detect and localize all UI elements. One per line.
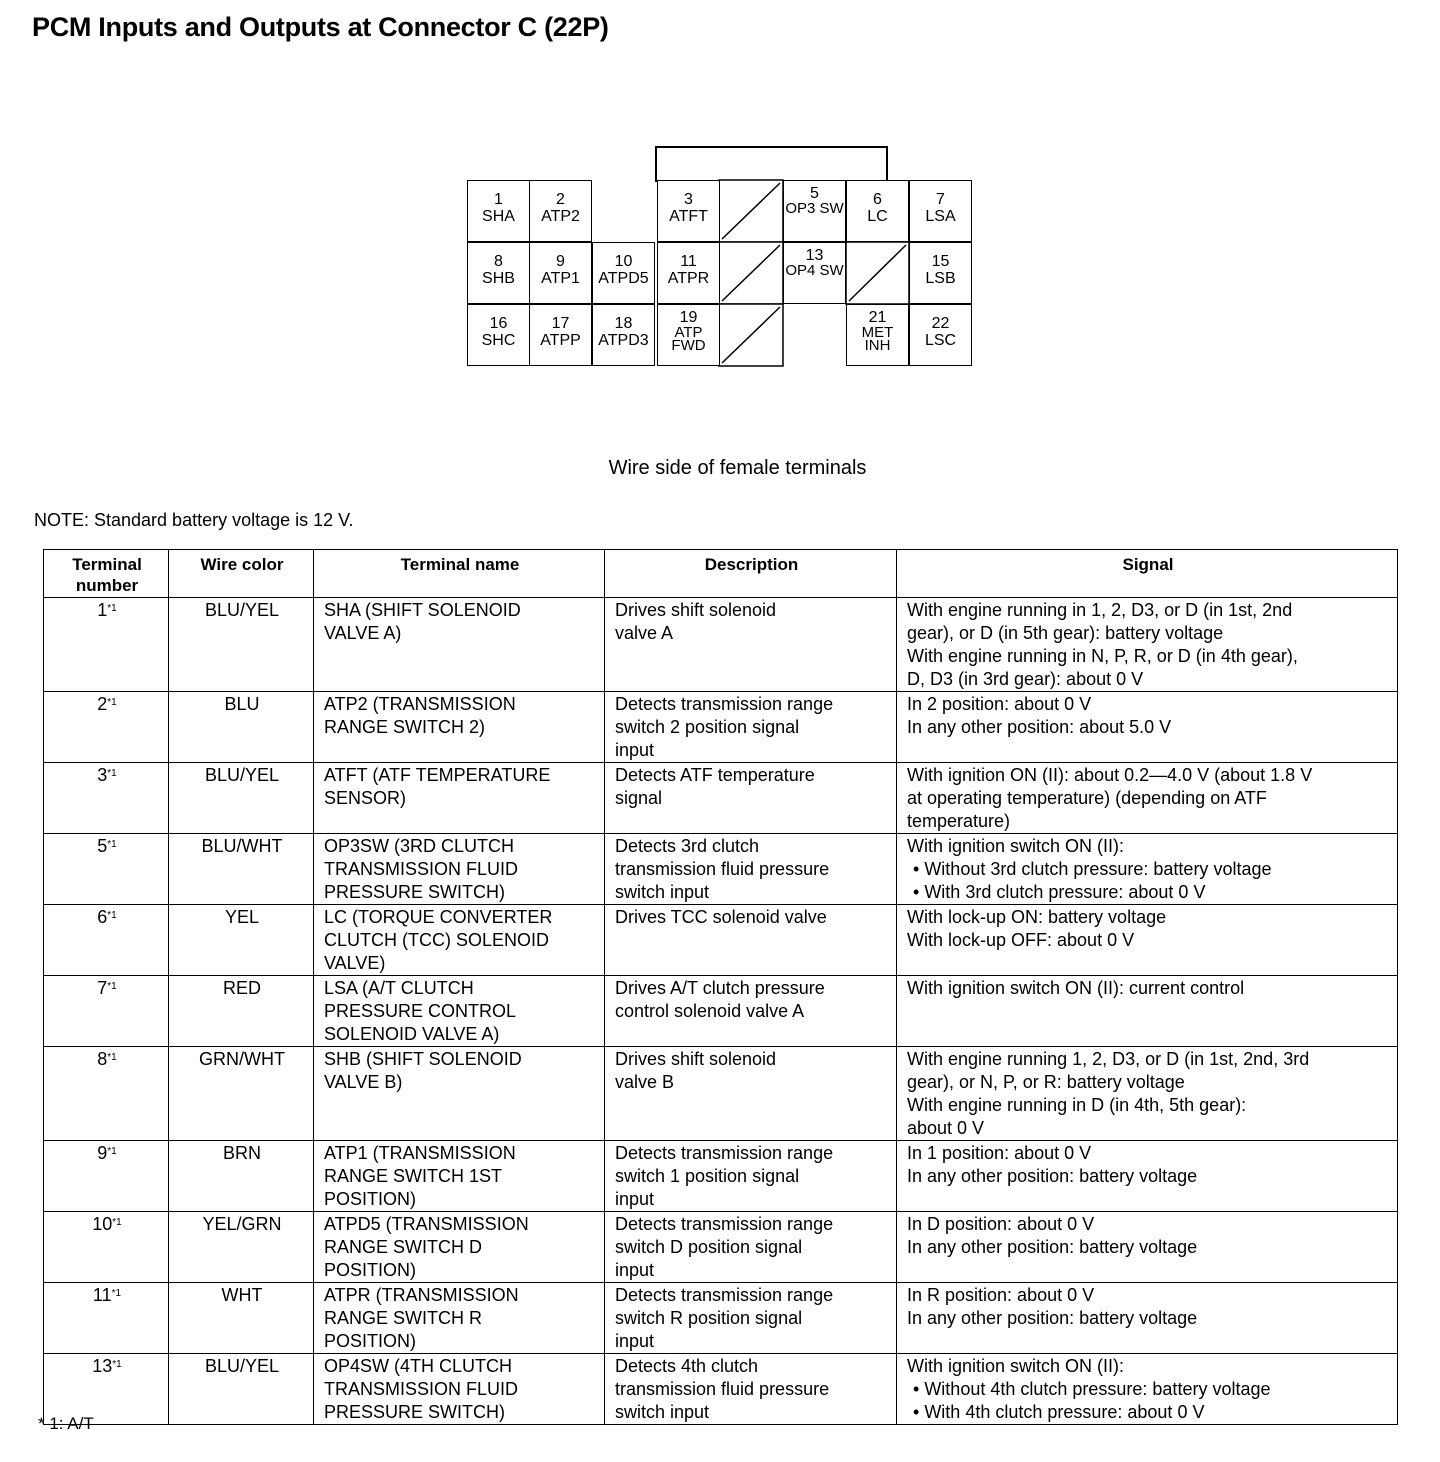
- terminal-table: [43, 549, 1398, 1425]
- cell-terminal-name: LSA (A/T CLUTCH PRESSURE CONTROL SOLENOID VALVE A): [314, 976, 605, 1047]
- cell-description: Detects transmission range switch R position signal input: [605, 1283, 897, 1354]
- cell-wire-color: YEL: [169, 905, 314, 976]
- col-header-wire-color: Wire color: [169, 550, 314, 598]
- cell-signal: In R position: about 0 V In any other position: battery voltage: [897, 1283, 1398, 1354]
- blank-cavities: [0, 0, 1440, 400]
- terminal-cell: 19 ATP FWD: [657, 304, 720, 366]
- col-header-terminal-name: Terminal name: [314, 550, 605, 598]
- cell-signal: With ignition switch ON (II): current control: [897, 976, 1398, 1047]
- cell-terminal-number: 7$^{*1}$: [44, 976, 169, 1047]
- cell-wire-color: BLU/YEL: [169, 1354, 314, 1425]
- voltage-note: NOTE: Standard battery voltage is 12 V.: [34, 510, 354, 530]
- cell-description: Detects 4th clutch transmission fluid pressure switch input: [605, 1354, 897, 1425]
- cell-terminal-number: 5$^{*1}$: [44, 834, 169, 905]
- cell-wire-color: BLU/WHT: [169, 834, 314, 905]
- cell-terminal-name: OP4SW (4TH CLUTCH TRANSMISSION FLUID PRESSURE SWITCH): [314, 1354, 605, 1425]
- cell-terminal-number: 1$^{*1}$: [44, 598, 169, 692]
- cell-terminal-number: 10$^{*1}$: [44, 1212, 169, 1283]
- cell-terminal-number: 11$^{*1}$: [44, 1283, 169, 1354]
- table-row: [44, 1047, 1398, 1141]
- cell-terminal-name: OP3SW (3RD CLUTCH TRANSMISSION FLUID PRESSURE SWITCH): [314, 834, 605, 905]
- cell-description: Detects transmission range switch 2 position signal input: [605, 692, 897, 763]
- cell-terminal-number: 3$^{*1}$: [44, 763, 169, 834]
- table-row: [44, 1283, 1398, 1354]
- cell-wire-color: YEL/GRN: [169, 1212, 314, 1283]
- table-row: [44, 905, 1398, 976]
- cell-description: Detects 3rd clutch transmission fluid pressure switch input: [605, 834, 897, 905]
- table-row: [44, 1212, 1398, 1283]
- cell-description: Detects transmission range switch D position signal input: [605, 1212, 897, 1283]
- cell-wire-color: BLU/YEL: [169, 598, 314, 692]
- terminal-cell: 7 LSA: [909, 180, 972, 242]
- terminal-cell: 5 OP3 SW: [783, 180, 846, 242]
- terminal-cell: 9 ATP1: [529, 242, 592, 304]
- cell-wire-color: GRN/WHT: [169, 1047, 314, 1141]
- cell-wire-color: BLU: [169, 692, 314, 763]
- cell-terminal-name: ATPR (TRANSMISSION RANGE SWITCH R POSITION): [314, 1283, 605, 1354]
- cell-wire-color: BRN: [169, 1141, 314, 1212]
- cell-signal: With lock-up ON: battery voltage With lock-up OFF: about 0 V: [897, 905, 1398, 976]
- terminal-cell: 16 SHC: [467, 304, 530, 366]
- terminal-cell: 10 ATPD5: [592, 242, 655, 304]
- cell-signal: In 1 position: about 0 V In any other position: battery voltage: [897, 1141, 1398, 1212]
- table-row: [44, 692, 1398, 763]
- cell-description: Drives shift solenoid valve A: [605, 598, 897, 692]
- terminal-cell: 13 OP4 SW: [783, 242, 846, 304]
- terminal-cell: 21 MET INH: [846, 304, 909, 366]
- cell-terminal-name: ATFT (ATF TEMPERATURE SENSOR): [314, 763, 605, 834]
- cell-terminal-number: 9$^{*1}$: [44, 1141, 169, 1212]
- terminal-cell: 8 SHB: [467, 242, 530, 304]
- terminal-cell: 11 ATPR: [657, 242, 720, 304]
- table-row: [44, 976, 1398, 1047]
- terminal-cell: 17 ATPP: [529, 304, 592, 366]
- cell-terminal-name: ATP1 (TRANSMISSION RANGE SWITCH 1ST POSITION): [314, 1141, 605, 1212]
- cell-terminal-number: 2$^{*1}$: [44, 692, 169, 763]
- terminal-cell: 3 ATFT: [657, 180, 720, 242]
- connector-caption: Wire side of female terminals: [608, 457, 867, 479]
- cell-terminal-number: 8$^{*1}$: [44, 1047, 169, 1141]
- terminal-cell: 18 ATPD3: [592, 304, 655, 366]
- table-row: [44, 1141, 1398, 1212]
- cell-terminal-name: LC (TORQUE CONVERTER CLUTCH (TCC) SOLENOID VALVE): [314, 905, 605, 976]
- table-row: [44, 834, 1398, 905]
- cell-terminal-number: 13$^{*1}$: [44, 1354, 169, 1425]
- col-header-description: Description: [605, 550, 897, 598]
- terminal-cell: 22 LSC: [909, 304, 972, 366]
- footnote: * 1: A/T: [38, 1414, 94, 1433]
- col-header-signal: Signal: [897, 550, 1398, 598]
- cell-description: Drives TCC solenoid valve: [605, 905, 897, 976]
- cell-wire-color: RED: [169, 976, 314, 1047]
- table-header-row: [44, 550, 1398, 598]
- cell-signal: With ignition switch ON (II): • Without 3rd clutch pressure: battery voltage • With 3rd clutch pressure: about 0 V: [897, 834, 1398, 905]
- table-row: [44, 763, 1398, 834]
- cell-terminal-number: 6$^{*1}$: [44, 905, 169, 976]
- cell-signal: With ignition ON (II): about 0.2—4.0 V (about 1.8 V at operating temperature) (depending on ATF temperature): [897, 763, 1398, 834]
- cell-terminal-name: ATPD5 (TRANSMISSION RANGE SWITCH D POSITION): [314, 1212, 605, 1283]
- cell-signal: With ignition switch ON (II): • Without 4th clutch pressure: battery voltage • With 4th clutch pressure: about 0 V: [897, 1354, 1398, 1425]
- cell-terminal-name: ATP2 (TRANSMISSION RANGE SWITCH 2): [314, 692, 605, 763]
- page-title: PCM Inputs and Outputs at Connector C (22P): [32, 12, 609, 42]
- cell-wire-color: BLU/YEL: [169, 763, 314, 834]
- cell-terminal-name: SHB (SHIFT SOLENOID VALVE B): [314, 1047, 605, 1141]
- cell-signal: In D position: about 0 V In any other position: battery voltage: [897, 1212, 1398, 1283]
- cell-description: Drives A/T clutch pressure control solenoid valve A: [605, 976, 897, 1047]
- table-row: [44, 1354, 1398, 1425]
- terminal-cell: 15 LSB: [909, 242, 972, 304]
- table-row: [44, 598, 1398, 692]
- cell-terminal-name: SHA (SHIFT SOLENOID VALVE A): [314, 598, 605, 692]
- cell-description: Drives shift solenoid valve B: [605, 1047, 897, 1141]
- terminal-cell: 2 ATP2: [529, 180, 592, 242]
- cell-signal: With engine running in 1, 2, D3, or D (in 1st, 2nd gear), or D (in 5th gear): battery voltage With engine running in N, P, R, or D (in 4th gear), D, D3 (in 3rd gear): about 0 V: [897, 598, 1398, 692]
- cell-description: Detects ATF temperature signal: [605, 763, 897, 834]
- terminal-cell: 1 SHA: [467, 180, 530, 242]
- cell-wire-color: WHT: [169, 1283, 314, 1354]
- cell-signal: With engine running 1, 2, D3, or D (in 1st, 2nd, 3rd gear), or N, P, or R: battery voltage With engine running in D (in 4th, 5th gear): about 0 V: [897, 1047, 1398, 1141]
- col-header-terminal-number: Terminal number: [44, 550, 169, 598]
- cell-signal: In 2 position: about 0 V In any other position: about 5.0 V: [897, 692, 1398, 763]
- cell-description: Detects transmission range switch 1 position signal input: [605, 1141, 897, 1212]
- terminal-cell: 6 LC: [846, 180, 909, 242]
- connector-diagram: [0, 0, 1440, 400]
